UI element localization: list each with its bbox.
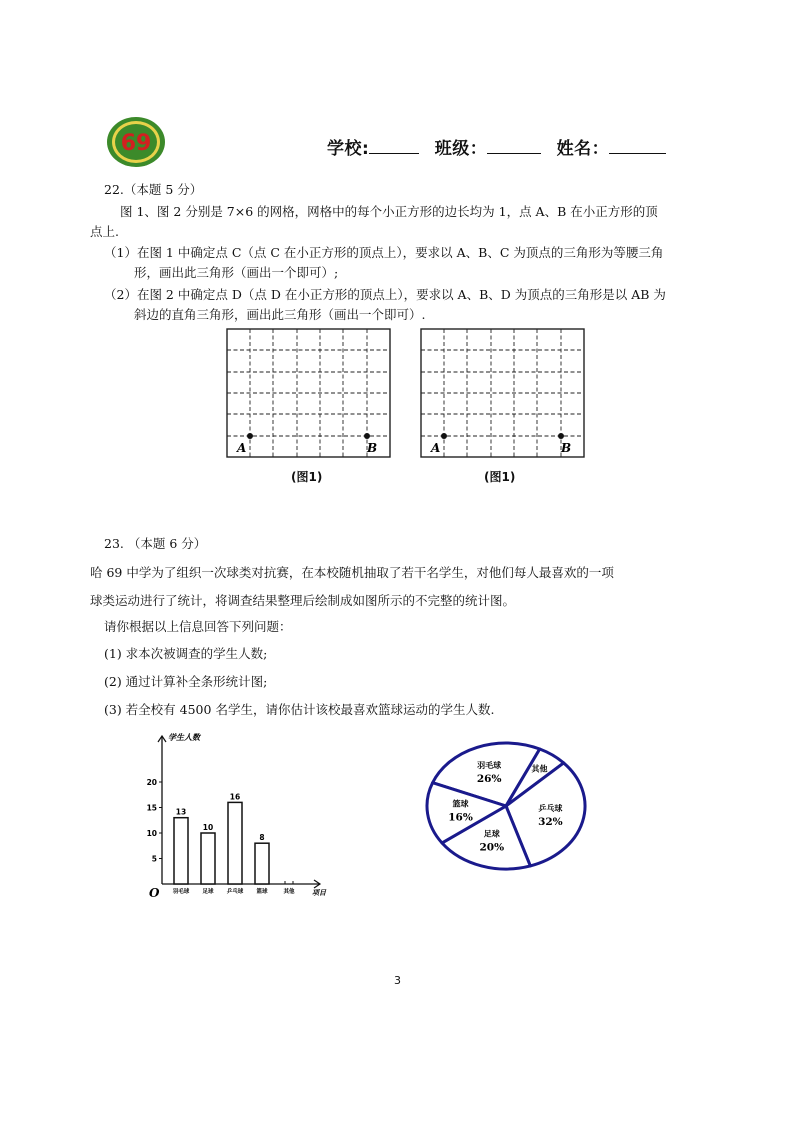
q22-part1-line2: 形，画出此三角形（画出一个即可）; [134,265,339,280]
grid-figure-1 [224,326,394,458]
y-tick-label: 10 [146,829,157,838]
q23-question-2: (2) 通过计算补全条形统计图; [104,674,268,689]
category-label: 乒乓球 [226,889,244,895]
grid-figure-2 [418,326,588,458]
pie-percent-label: 16% [448,811,473,824]
point-a-label: A [431,441,441,455]
pie-category-label: 羽毛球 [477,761,502,771]
page-number: 3 [394,974,401,987]
q22-title: 22.（本题 5 分） [104,182,203,197]
point-b-dot [364,433,370,439]
school-blank[interactable] [369,139,419,154]
name-label: 姓名： [556,139,610,159]
point-b-label: B [561,441,572,455]
category-label: 足球 [202,889,214,895]
q23-prompt: 请你根据以上信息回答下列问题： [104,619,292,634]
grid1-caption: (图1) [291,470,323,484]
y-tick-label: 20 [146,778,157,787]
q22-part2-line1: （2）在图 2 中确定点 D（点 D 在小正方形的顶点上），要求以 A、B、D 为顶点的三角形是以 AB 为 [104,287,666,302]
q22-intro-line1: 图 1、图 2 分别是 7×6 的网格，网格中的每个小正方形的边长均为 1，点 A、B 在小正方形的顶 [120,204,658,219]
pie-category-label: 其他 [531,764,548,774]
point-a-dot [247,433,253,439]
pie-chart [424,740,590,872]
bar-chart [140,726,350,902]
pie-category-label: 篮球 [452,799,469,809]
bar [228,802,242,884]
class-blank[interactable] [487,139,541,154]
class-label: 班级： [434,139,488,159]
y-tick-label: 15 [146,803,157,813]
category-label: 篮球 [256,889,268,895]
q22-part2-line2: 斜边的直角三角形，画出此三角形（画出一个即可）. [134,307,426,322]
q23-title: 23. （本题 6 分） [104,536,207,551]
bar-value-label: 10 [202,823,214,832]
x-axis-label: 项目 [312,889,326,897]
point-a-dot [441,433,447,439]
logo-text: 69 [120,131,152,156]
bar [255,843,269,884]
point-b-dot [558,433,564,439]
bar [201,833,215,884]
pie-percent-label: 20% [479,841,505,854]
y-tick-label: 5 [151,854,157,864]
point-a-label: A [237,441,247,455]
bar-value-label: 8 [259,833,265,843]
school-logo [106,116,166,168]
y-axis-label: 学生人数 [168,733,200,742]
q23-intro-line1: 哈 69 中学为了组织一次球类对抗赛，在本校随机抽取了若干名学生，对他们每人最喜欢的一项 [90,565,614,580]
q23-question-3: (3) 若全校有 4500 名学生，请你估计该校最喜欢篮球运动的学生人数. [104,702,495,717]
q23-intro-line2: 球类运动进行了统计，将调查结果整理后绘制成如图所示的不完整的统计图。 [90,593,516,608]
bar-value-label: 13 [175,807,187,817]
category-label: 羽毛球 [172,889,190,895]
category-label: 其他 [283,889,295,895]
pie-percent-label: 26% [476,773,502,786]
grid2-caption: (图1) [484,470,516,484]
point-b-label: B [367,441,378,455]
q22-part1-line1: （1）在图 1 中确定点 C（点 C 在小正方形的顶点上），要求以 A、B、C 为顶点的三角形为等腰三角 [104,245,664,260]
origin-label: O [149,886,160,900]
q22-intro-line2: 点上. [90,224,119,239]
pie-category-label: 足球 [483,829,500,839]
student-info-header [327,134,666,159]
school-label: 学校: [327,139,370,159]
name-blank[interactable] [609,139,666,154]
q23-question-1: (1) 求本次被调查的学生人数; [104,646,268,661]
pie-percent-label: 32% [538,816,563,829]
bar-value-label: 16 [229,792,241,802]
bar [174,818,188,884]
pie-category-label: 乒乓球 [538,804,563,814]
